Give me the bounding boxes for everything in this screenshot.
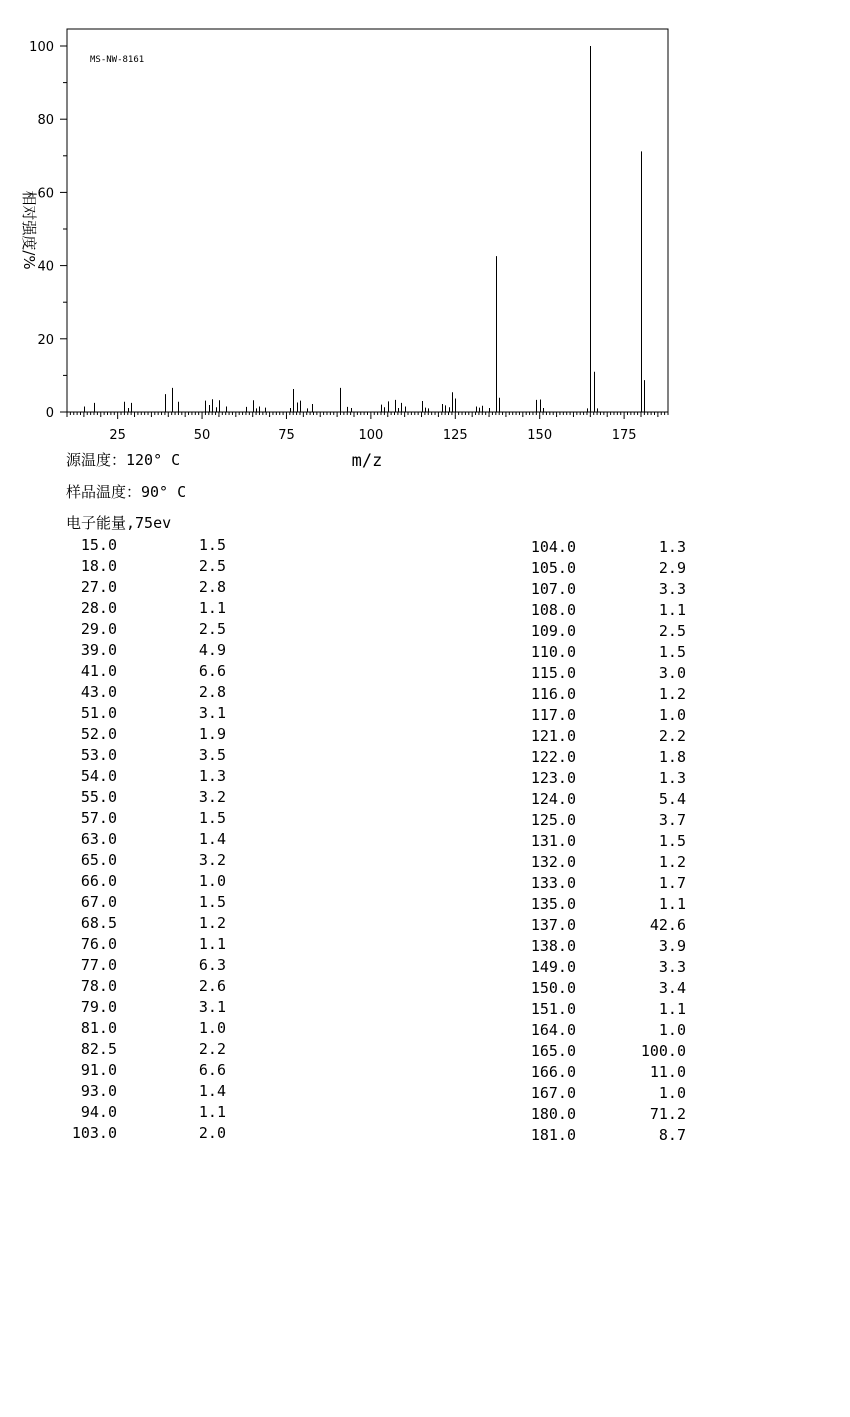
mz-value: 82.5 — [80, 1040, 117, 1058]
intensity-value: 3.4 — [658, 979, 686, 997]
mz-value: 68.5 — [80, 914, 117, 932]
table-row — [0, 1042, 850, 1063]
mz-value: 151.0 — [530, 1000, 576, 1018]
intensity-value: 1.1 — [198, 935, 226, 953]
mz-value: 107.0 — [530, 580, 576, 598]
mz-value: 104.0 — [530, 538, 576, 556]
mz-value: 150.0 — [530, 979, 576, 997]
intensity-value: 1.1 — [658, 1000, 686, 1018]
mz-value: 115.0 — [530, 664, 576, 682]
x-tick-label: 100 — [358, 428, 384, 443]
intensity-value: 1.8 — [658, 748, 686, 766]
table-row — [0, 1126, 850, 1147]
mz-value: 15.0 — [80, 536, 117, 554]
mz-value: 109.0 — [530, 622, 576, 640]
intensity-value: 3.9 — [658, 937, 686, 955]
mz-value: 117.0 — [530, 706, 576, 724]
intensity-value: 1.2 — [658, 853, 686, 871]
mz-value: 76.0 — [80, 935, 117, 953]
intensity-value: 2.2 — [658, 727, 686, 745]
mz-value: 108.0 — [530, 601, 576, 619]
source-temperature: 源温度：120° C — [66, 451, 181, 469]
mz-value: 110.0 — [530, 643, 576, 661]
mz-value: 181.0 — [530, 1126, 576, 1144]
mz-value: 27.0 — [80, 578, 117, 596]
intensity-value: 1.0 — [658, 1084, 686, 1102]
y-tick-label: 20 — [37, 332, 54, 348]
intensity-value: 2.0 — [198, 1124, 226, 1142]
table-row — [0, 853, 850, 874]
table-row — [0, 832, 850, 853]
mz-value: 79.0 — [80, 998, 117, 1016]
mz-value: 91.0 — [80, 1061, 117, 1079]
table-row — [0, 580, 850, 601]
table-row — [0, 958, 850, 979]
intensity-value: 1.1 — [198, 599, 226, 617]
mz-value: 57.0 — [80, 809, 117, 827]
table-row — [0, 790, 850, 811]
intensity-value: 2.5 — [658, 622, 686, 640]
mz-value: 52.0 — [80, 725, 117, 743]
mz-value: 43.0 — [80, 683, 117, 701]
intensity-value: 2.2 — [198, 1040, 226, 1058]
x-tick-label: 75 — [278, 428, 295, 443]
intensity-value: 3.3 — [658, 958, 686, 976]
mz-value: 149.0 — [530, 958, 576, 976]
mz-value: 105.0 — [530, 559, 576, 577]
intensity-value: 3.1 — [198, 998, 226, 1016]
mz-value: 65.0 — [80, 851, 117, 869]
table-row — [0, 559, 850, 580]
electron-energy: 电子能量,75ev — [66, 514, 172, 532]
intensity-value: 3.2 — [198, 788, 226, 806]
intensity-value: 1.4 — [198, 1082, 226, 1100]
intensity-value: 1.3 — [658, 769, 686, 787]
mz-value: 28.0 — [80, 599, 117, 617]
intensity-value: 71.2 — [649, 1105, 686, 1123]
intensity-value: 1.4 — [198, 830, 226, 848]
table-row — [0, 1084, 850, 1105]
mz-value: 122.0 — [530, 748, 576, 766]
table-row — [0, 685, 850, 706]
mz-value: 167.0 — [530, 1084, 576, 1102]
table-row — [0, 1063, 850, 1084]
table-row — [0, 1000, 850, 1021]
table-row — [0, 538, 850, 559]
intensity-value: 3.1 — [198, 704, 226, 722]
y-tick-label: 0 — [45, 406, 54, 421]
intensity-value: 8.7 — [658, 1126, 686, 1144]
intensity-value: 1.1 — [198, 1103, 226, 1121]
table-row — [0, 979, 850, 1000]
intensity-value: 1.2 — [198, 914, 226, 932]
intensity-value: 100.0 — [640, 1042, 686, 1060]
y-tick-label: 60 — [37, 186, 54, 202]
mz-value: 63.0 — [80, 830, 117, 848]
table-row — [0, 1105, 850, 1126]
mz-value: 131.0 — [530, 832, 576, 850]
intensity-value: 6.6 — [198, 662, 226, 680]
table-row — [0, 601, 850, 622]
table-row — [0, 874, 850, 895]
intensity-value: 2.8 — [198, 683, 226, 701]
intensity-value: 2.9 — [658, 559, 686, 577]
intensity-value: 1.2 — [658, 685, 686, 703]
mz-value: 41.0 — [80, 662, 117, 680]
intensity-value: 1.3 — [658, 538, 686, 556]
mz-value: 51.0 — [80, 704, 117, 722]
mz-value: 165.0 — [530, 1042, 576, 1060]
table-row — [0, 727, 850, 748]
mz-value: 133.0 — [530, 874, 576, 892]
mz-value: 124.0 — [530, 790, 576, 808]
mz-value: 180.0 — [530, 1105, 576, 1123]
mz-value: 67.0 — [80, 893, 117, 911]
mz-value: 138.0 — [530, 937, 576, 955]
x-tick-label: 175 — [611, 428, 637, 443]
mz-value: 125.0 — [530, 811, 576, 829]
intensity-value: 1.9 — [198, 725, 226, 743]
intensity-value: 1.0 — [198, 1019, 226, 1037]
mz-value: 164.0 — [530, 1021, 576, 1039]
intensity-value: 2.8 — [198, 578, 226, 596]
table-row — [0, 769, 850, 790]
intensity-value: 1.3 — [198, 767, 226, 785]
mz-value: 66.0 — [80, 872, 117, 890]
y-axis-label: 相对强度/% — [20, 190, 38, 270]
intensity-value: 1.0 — [658, 706, 686, 724]
table-row — [0, 748, 850, 769]
intensity-value: 5.4 — [658, 790, 686, 808]
intensity-value: 1.5 — [658, 643, 686, 661]
mz-value: 29.0 — [80, 620, 117, 638]
sample-id-label: MS-NW-8161 — [90, 55, 145, 65]
mz-value: 78.0 — [80, 977, 117, 995]
intensity-value: 6.3 — [198, 956, 226, 974]
x-tick-label: 150 — [527, 428, 553, 443]
sample-temperature: 样品温度：90° C — [66, 483, 187, 501]
mz-value: 93.0 — [80, 1082, 117, 1100]
intensity-value: 42.6 — [649, 916, 686, 934]
table-row — [0, 664, 850, 685]
y-tick-label: 40 — [37, 259, 54, 275]
intensity-value: 3.5 — [198, 746, 226, 764]
intensity-value: 6.6 — [198, 1061, 226, 1079]
x-tick-label: 125 — [442, 428, 468, 443]
x-tick-label: 25 — [109, 428, 126, 443]
intensity-value: 2.6 — [198, 977, 226, 995]
y-tick-label: 80 — [37, 113, 54, 129]
intensity-value: 3.7 — [658, 811, 686, 829]
mz-value: 81.0 — [80, 1019, 117, 1037]
table-row — [0, 895, 850, 916]
mz-value: 77.0 — [80, 956, 117, 974]
mz-value: 123.0 — [530, 769, 576, 787]
mz-value: 94.0 — [80, 1103, 117, 1121]
mz-value: 18.0 — [80, 557, 117, 575]
intensity-value: 1.0 — [658, 1021, 686, 1039]
table-row — [0, 916, 850, 937]
y-tick-label: 100 — [29, 40, 54, 55]
intensity-value: 11.0 — [649, 1063, 686, 1081]
mz-value: 39.0 — [80, 641, 117, 659]
mz-value: 166.0 — [530, 1063, 576, 1081]
intensity-value: 1.0 — [198, 872, 226, 890]
intensity-value: 2.5 — [198, 557, 226, 575]
mz-value: 53.0 — [80, 746, 117, 764]
intensity-value: 1.5 — [198, 536, 226, 554]
intensity-value: 1.5 — [198, 893, 226, 911]
intensity-value: 2.5 — [198, 620, 226, 638]
mz-value: 116.0 — [530, 685, 576, 703]
mz-value: 103.0 — [71, 1124, 117, 1142]
table-row — [0, 1021, 850, 1042]
mz-value: 55.0 — [80, 788, 117, 806]
mz-value: 121.0 — [530, 727, 576, 745]
intensity-value: 1.1 — [658, 601, 686, 619]
table-row — [0, 622, 850, 643]
table-row — [0, 643, 850, 664]
intensity-value: 1.5 — [658, 832, 686, 850]
mz-value: 137.0 — [530, 916, 576, 934]
intensity-value: 1.7 — [658, 874, 686, 892]
mz-value: 135.0 — [530, 895, 576, 913]
intensity-value: 4.9 — [198, 641, 226, 659]
intensity-value: 1.5 — [198, 809, 226, 827]
mz-value: 54.0 — [80, 767, 117, 785]
table-row — [0, 811, 850, 832]
x-axis-label: m/z — [351, 451, 383, 471]
mz-value: 132.0 — [530, 853, 576, 871]
x-tick-label: 50 — [193, 428, 211, 443]
intensity-value: 3.2 — [198, 851, 226, 869]
intensity-value: 3.0 — [658, 664, 686, 682]
intensity-value: 3.3 — [658, 580, 686, 598]
table-row — [0, 706, 850, 727]
table-row — [0, 937, 850, 958]
intensity-value: 1.1 — [658, 895, 686, 913]
